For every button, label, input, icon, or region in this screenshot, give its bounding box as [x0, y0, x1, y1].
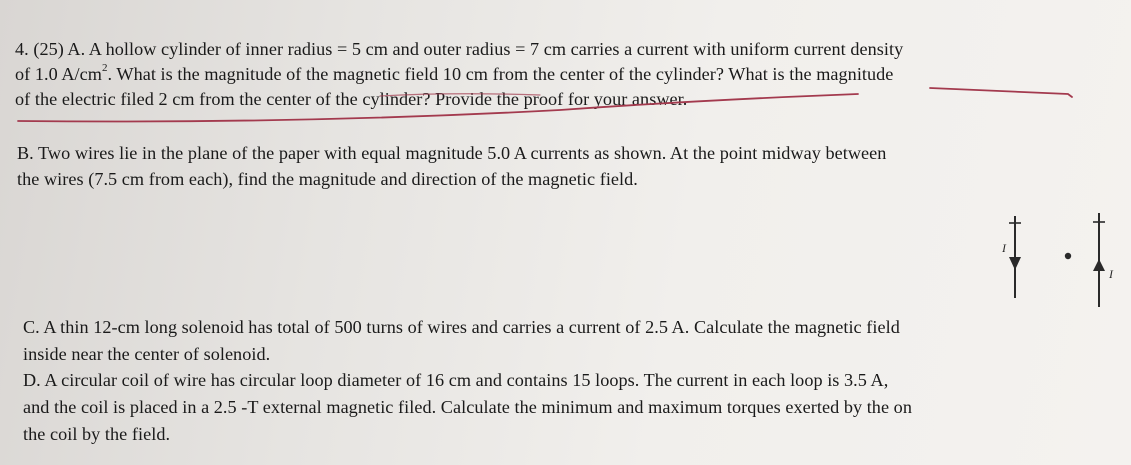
left-current-label: I [1002, 241, 1006, 255]
superscript-exponent: 2 [101, 61, 108, 74]
part-a-line-2-end: . What is the magnitude of the magnetic field 10 cm from the center of the cylinder? What is the magnitude [107, 64, 894, 84]
part-a-line-3: of the electric filed 2 cm from the center of the cylinder? Provide the proof for your answer. [15, 89, 688, 109]
down-arrow-icon [1009, 257, 1021, 270]
part-b-line-1: B. Two wires lie in the plane of the paper with equal magnitude 5.0 A currents as shown. At the point midway between [17, 143, 887, 163]
midpoint-dot [1065, 253, 1071, 259]
right-current-label: I [1109, 267, 1113, 281]
up-arrow-icon [1093, 259, 1105, 271]
part-d-line-2: and the coil is placed in a 2.5 -T external magnetic filed. Calculate the minimum and maximum torques exerted by the on [23, 397, 912, 417]
part-b-line-2: the wires (7.5 cm from each), find the magnitude and direction of the magnetic field. [17, 169, 638, 189]
part-a-line-1: 4. (25) A. A hollow cylinder of inner radius = 5 cm and outer radius = 7 cm carries a current with uniform current density [15, 39, 904, 59]
part-d-line-1: D. A circular coil of wire has circular loop diameter of 16 cm and contains 15 loops. The current in each loop is 3.5 A, [23, 370, 889, 390]
part-c-line-2: inside near the center of solenoid. [23, 344, 271, 364]
part-c-line-1: C. A thin 12-cm long solenoid has total of 500 turns of wires and carries a current of 2.5 A. Calculate the magnetic field [23, 317, 900, 337]
part-a-line-2-start: of 1.0 A/cm [15, 64, 102, 84]
part-d-line-3: the coil by the field. [23, 424, 171, 444]
